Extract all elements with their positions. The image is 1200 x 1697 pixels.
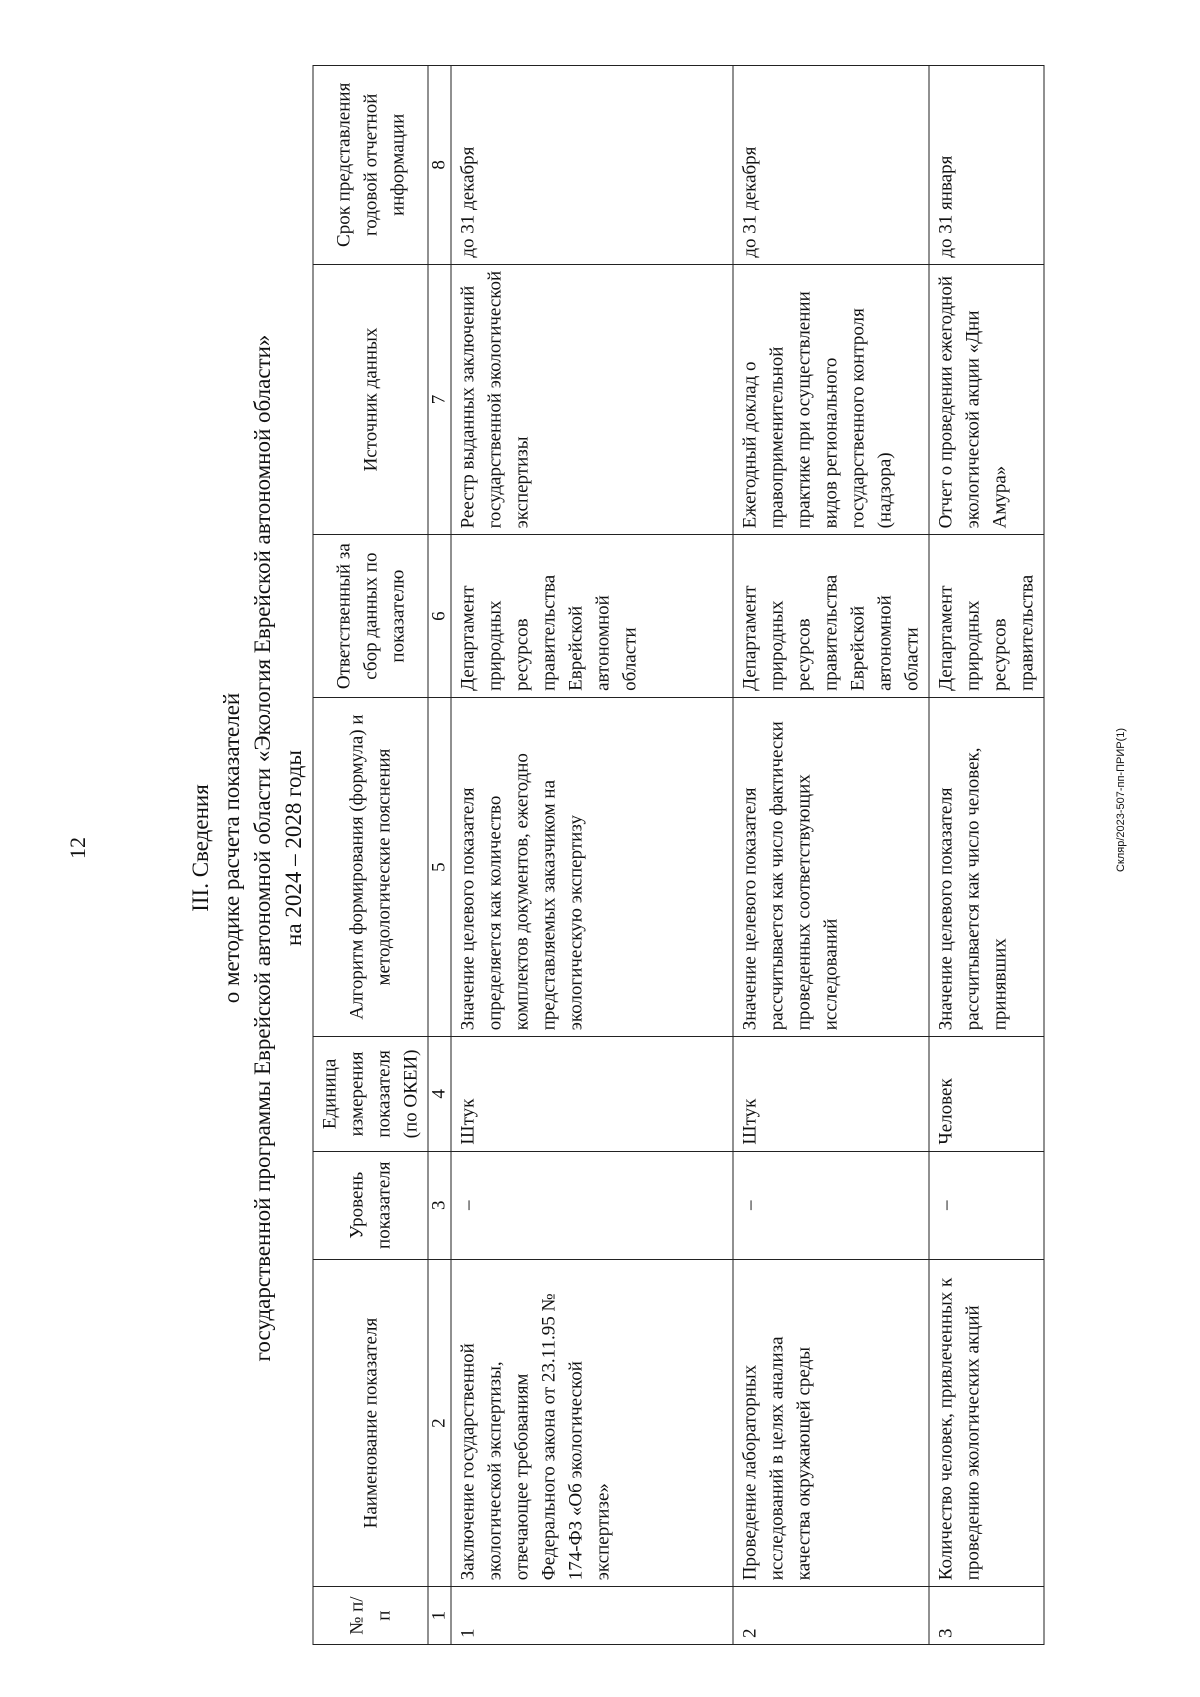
heading-line-3: государственной программы Еврейской автономной области «Экология Еврейской автономной области» [250, 334, 275, 1362]
header-source: Источник данных [313, 264, 428, 535]
cell-responsible: Департамент природных ресурсов правительства Еврейской автономной области [451, 535, 733, 697]
table-header-row [313, 66, 428, 1645]
header-algorithm: Алгоритм формирования (формула) и методологические пояснения [313, 697, 428, 1036]
cell-level: – [451, 1151, 733, 1259]
cell-source: Реестр выданных заключений государственной экологической экспертизы [451, 264, 733, 535]
header-level: Уровень показателя [313, 1151, 428, 1259]
cell-name: Заключение государственной экологической экспертизы, отвечающее требованиям Федерального закона от 23.11.95 № 174-ФЗ «Об экологической экспертизе» [451, 1259, 733, 1586]
column-number: 3 [428, 1151, 451, 1259]
cell-level: – [733, 1151, 929, 1259]
cell-algorithm: Значение целевого показателя рассчитывается как число человек, принявших [929, 697, 1044, 1036]
table-row [929, 66, 1044, 1645]
cell-source: Отчет о проведении ежегодной экологической акции «Дни Амура» [929, 264, 1044, 535]
cell-source: Ежегодный доклад о правоприменительной практике при осуществлении видов регионального государственного контроля (надзора) [733, 264, 929, 535]
cell-deadline: до 31 декабря [451, 66, 733, 265]
header-deadline: Срок представления годовой отчетной информации [313, 66, 428, 265]
cell-unit: Человек [929, 1037, 1044, 1151]
column-number: 6 [428, 535, 451, 697]
cell-responsible: Департамент природных ресурсов правительства [929, 535, 1044, 697]
cell-deadline: до 31 декабря [733, 66, 929, 265]
page-number: 12 [65, 837, 90, 859]
column-number: 1 [428, 1587, 451, 1645]
column-number: 7 [428, 264, 451, 535]
cell-algorithm: Значение целевого показателя определяется как количество комплектов документов, ежегодно представляемых заказчиком на экологическую экспертизу [451, 697, 733, 1036]
column-number: 4 [428, 1037, 451, 1151]
heading-line-4: на 2024 – 2028 годы [281, 750, 306, 946]
column-number: 2 [428, 1259, 451, 1586]
column-number: 8 [428, 66, 451, 265]
cell-name: Проведение лабораторных исследований в целях анализа качества окружающей среды [733, 1259, 929, 1586]
cell-responsible: Департамент природных ресурсов правительства Еврейской автономной области [733, 535, 929, 697]
header-responsible: Ответственный за сбор данных по показателю [313, 535, 428, 697]
document-code: Скляр/2023-507-пп-ПРИР(1) [1115, 727, 1127, 873]
document-heading [185, 248, 315, 1448]
heading-line-2: о методике расчета показателей [219, 692, 244, 1004]
table-row [451, 66, 733, 1645]
column-number: 5 [428, 697, 451, 1036]
cell-number: 1 [451, 1587, 733, 1645]
header-unit: Единица измерения показателя (по ОКЕИ) [313, 1037, 428, 1151]
indicator-table-wrapper [313, 65, 1038, 1645]
header-name: Наименование показателя [313, 1259, 428, 1586]
header-number: № п/п [313, 1587, 428, 1645]
cell-name: Количество человек, привлеченных к проведению экологических акций [929, 1259, 1044, 1586]
column-number-row [428, 66, 451, 1645]
cell-deadline: до 31 января [929, 66, 1044, 265]
cell-algorithm: Значение целевого показателя рассчитывается как число фактически проведенных соответствующих исследований [733, 697, 929, 1036]
cell-unit: Штук [733, 1037, 929, 1151]
cell-level: – [929, 1151, 1044, 1259]
indicator-methodology-table [313, 65, 1045, 1645]
cell-unit: Штук [451, 1037, 733, 1151]
heading-line-1: III. Сведения [188, 784, 213, 912]
cell-number: 3 [929, 1587, 1044, 1645]
table-row [733, 66, 929, 1645]
cell-number: 2 [733, 1587, 929, 1645]
